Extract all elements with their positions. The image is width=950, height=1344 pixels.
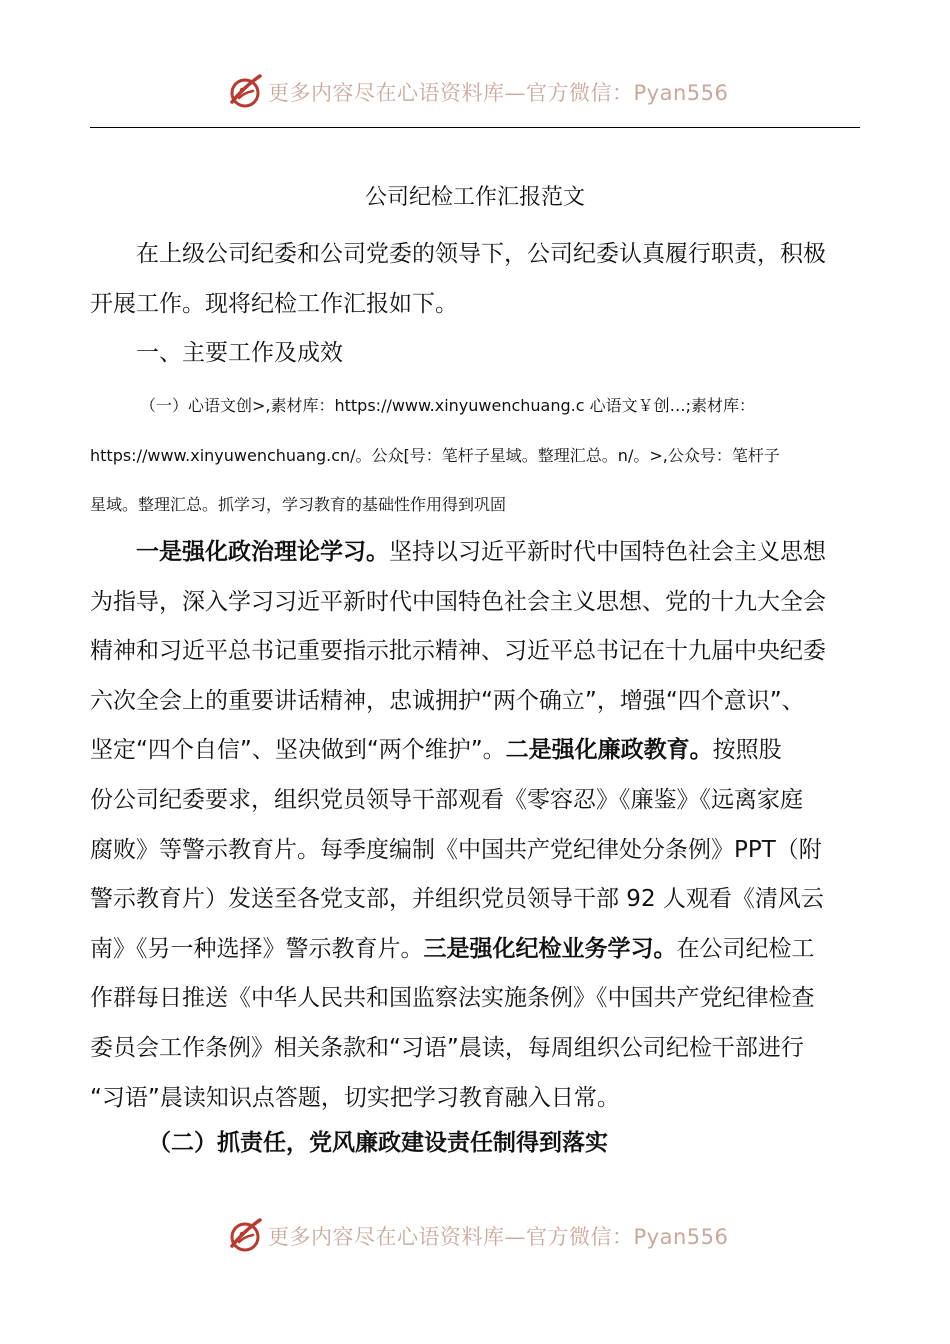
header-banner: [0, 70, 950, 116]
footer-banner: [0, 1214, 950, 1260]
bold-lead: 三是强化纪检业务学习。: [423, 935, 677, 962]
banner-text: [268, 1221, 728, 1251]
text-line: 警示教育片）发送至各党支部，并组织党员领导干部 92 人观看《清风云: [90, 886, 824, 913]
banner-wechat-id: Pyan556: [633, 81, 729, 105]
text-line: 六次全会上的重要讲话精神，忠诚拥护“两个确立”，增强“四个意识”、: [90, 687, 805, 714]
intro-paragraph: [90, 230, 865, 329]
text-line: 一是强化政治理论学习。坚持以习近平新时代中国特色社会主义思想: [136, 539, 826, 565]
section-heading: [90, 329, 865, 379]
text-line: 为指导，深入学习习近平新时代中国特色社会主义思想、党的十九大全会: [90, 588, 826, 615]
body-paragraph: [90, 528, 865, 1123]
text-line: 腐败》等警示教育片。每季度编制《中国共产党纪律处分条例》PPT（附: [90, 836, 822, 863]
text-line: “习语”晨读知识点答题，切实把学习教育融入日常。: [90, 1084, 620, 1111]
banner-text-cn: 更多内容尽在心语资料库—官方微信：: [268, 81, 634, 105]
header-divider: [90, 127, 860, 128]
text-line: 坚定“四个自信”、坚决做到“两个维护”。二是强化廉政教育。按照股: [90, 737, 782, 764]
page-title: 公司纪检工作汇报范文: [364, 185, 585, 210]
text-line: 在上级公司纪委和公司党委的领导下，公司纪委认真履行职责，积极: [136, 241, 826, 267]
note-line: https://www.xinyuwenchuang.cn/。公众[号：笔杆子星域。整理汇总。n/。>,公众号：笔杆子: [90, 445, 780, 465]
note-line: （一）心语文创>,素材库：https://www.xinyuwenchuang.c 心语文￥创…;素材库：: [140, 396, 755, 415]
text-line: 开展工作。现将纪检工作汇报如下。: [90, 290, 458, 317]
text-line: 委员会工作条例》相关条款和“习语”晨读，每周组织公司纪检干部进行: [90, 1034, 804, 1061]
text-line: 南》《另一种选择》警示教育片。三是强化纪检业务学习。在公司纪检工: [90, 935, 815, 962]
banner-wechat-id: Pyan556: [633, 1225, 729, 1249]
section-heading: [90, 1119, 865, 1169]
logo-icon: [226, 72, 266, 112]
text-line: 作群每日推送《中华人民共和国监察法实施条例》《中国共产党纪律检查: [90, 985, 815, 1012]
text-line: 精神和习近平总书记重要指示批示精神、习近平总书记在十九届中央纪委: [90, 638, 826, 665]
text-line: 份公司纪委要求，组织党员领导干部观看《零容忍》《廉鉴》《远离家庭: [90, 786, 803, 813]
logo-icon: [226, 1216, 266, 1256]
note-line: 星域。整理汇总。抓学习，学习教育的基础性作用得到巩固: [90, 495, 507, 514]
banner-text-cn: 更多内容尽在心语资料库—官方微信：: [268, 1225, 634, 1249]
bold-lead: 二是强化廉政教育。: [505, 737, 713, 764]
section-heading-text: 一、主要工作及成效: [136, 340, 343, 366]
banner-text: [268, 77, 728, 107]
note-block: [90, 381, 865, 530]
bold-lead: 一是强化政治理论学习。: [136, 539, 389, 565]
section-heading-text: （二）抓责任，党风廉政建设责任制得到落实: [148, 1130, 608, 1156]
